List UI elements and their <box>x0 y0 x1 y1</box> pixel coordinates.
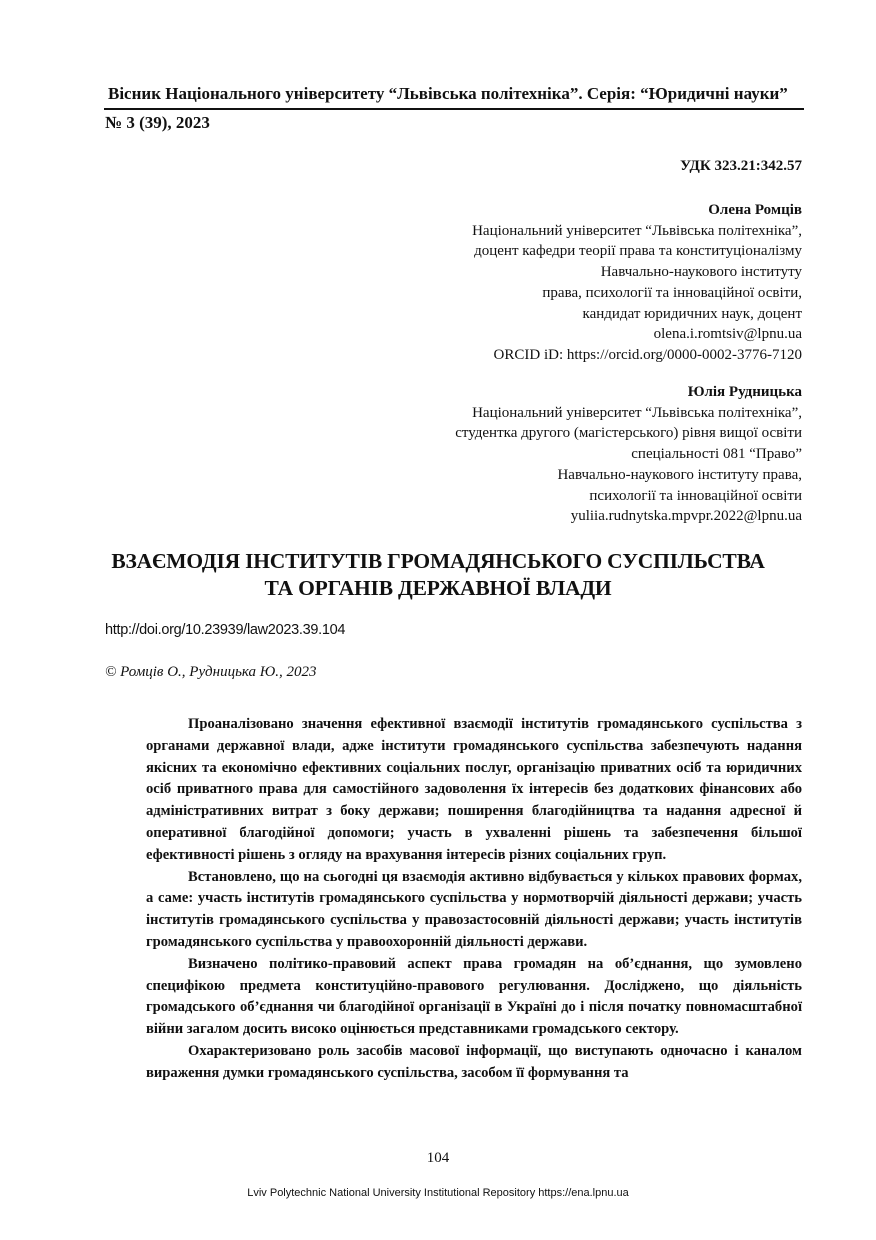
article-title-line: ТА ОРГАНІВ ДЕРЖАВНОЇ ВЛАДИ <box>264 576 612 600</box>
abstract-paragraph: Встановлено, що на сьогодні ця взаємодія активно відбувається у кількох правових формах, а саме: участь інститутів громадянського суспільства у нормотворчій діяльності держави; участь інститутів громадянського суспільства у правозастосовній діяльності держави; участь інститутів громадянського суспільства у правоохоронній діяльності держави. <box>146 868 802 950</box>
article-title-line: ВЗАЄМОДІЯ ІНСТИТУТІВ ГРОМАДЯНСЬКОГО СУСПІЛЬСТВА <box>111 549 765 573</box>
author-affiliation-line: Навчально-наукового інституту <box>600 264 802 281</box>
author-affiliation-line: Національний університет “Львівська політехніка”, <box>472 404 802 421</box>
abstract <box>146 714 802 1085</box>
author-orcid[interactable]: ORCID iD: https://orcid.org/0000-0002-3776-7120 <box>493 346 802 363</box>
author-block-2 <box>455 382 802 527</box>
article-title <box>80 548 796 602</box>
author-block-1 <box>472 200 802 366</box>
author-affiliation-line: доцент кафедри теорії права та конституціоналізму <box>474 243 802 260</box>
author-affiliation-line: Національний університет “Львівська політехніка”, <box>472 222 802 239</box>
author-affiliation-line: студентка другого (магістерського) рівня вищої освіти <box>455 425 802 442</box>
page-number: 104 <box>426 1150 450 1166</box>
copyright-notice: © Ромців О., Рудницька Ю., 2023 <box>105 664 317 680</box>
author-name: Олена Ромців <box>708 202 802 218</box>
udc-code: УДК 323.21:342.57 <box>680 158 802 174</box>
author-email[interactable]: olena.i.romtsiv@lpnu.ua <box>653 326 802 343</box>
abstract-paragraph: Визначено політико-правовий аспект права громадян на об’єднання, що зумовлено специфікою предмета конституційно-правового регулювання. Досліджено, що діяльність громадського об’єднання чи благодійної організації в Україні до і після початку повномасштабної війни загалом досить високо оцінюється представниками громадського сектору. <box>146 955 802 1038</box>
author-name: Юлія Рудницька <box>687 384 802 400</box>
author-affiliation-line: спеціальності 081 “Право” <box>631 446 802 463</box>
abstract-paragraph: Охарактеризовано роль засобів масової інформації, що виступають одночасно і каналом вираження думки громадянського суспільства, засобом її формування та <box>146 1042 802 1081</box>
author-affiliation-line: права, психології та інноваційної освіти, <box>542 284 802 301</box>
doi-link[interactable]: http://doi.org/10.23939/law2023.39.104 <box>105 622 346 638</box>
issue-number: № 3 (39), 2023 <box>105 113 210 132</box>
author-affiliation-line: Навчально-наукового інституту права, <box>557 466 802 483</box>
repository-footer: Lviv Polytechnic National University Institutional Repository https://ena.lpnu.ua <box>247 1187 629 1199</box>
author-affiliation-line: кандидат юридичних наук, доцент <box>582 305 802 322</box>
header-rule <box>104 108 804 110</box>
author-email[interactable]: yuliia.rudnytska.mpvpr.2022@lpnu.ua <box>570 508 802 525</box>
author-affiliation-line: психології та інноваційної освіти <box>589 487 802 504</box>
abstract-paragraph: Проаналізовано значення ефективної взаємодії інститутів громадянського суспільства з органами державної влади, адже інститути громадянського суспільства забезпечують надання якісних та економічно ефективних соціальних послуг, організацію приватних осіб та юридичних осіб приватного права для самостійного задоволення їх інтересів без додаткових фінансових або адміністративних витрат з боку держави; поширення благодійництва та надання адресної й оперативної благодійної допомоги; участь в ухваленні рішень та забезпечення більшої ефективності рішень з огляду на врахування інтересів різних соціальних груп. <box>146 716 802 863</box>
journal-title: Вісник Національного університету “Львівська політехніка”. Серія: “Юридичні науки” <box>108 84 788 103</box>
